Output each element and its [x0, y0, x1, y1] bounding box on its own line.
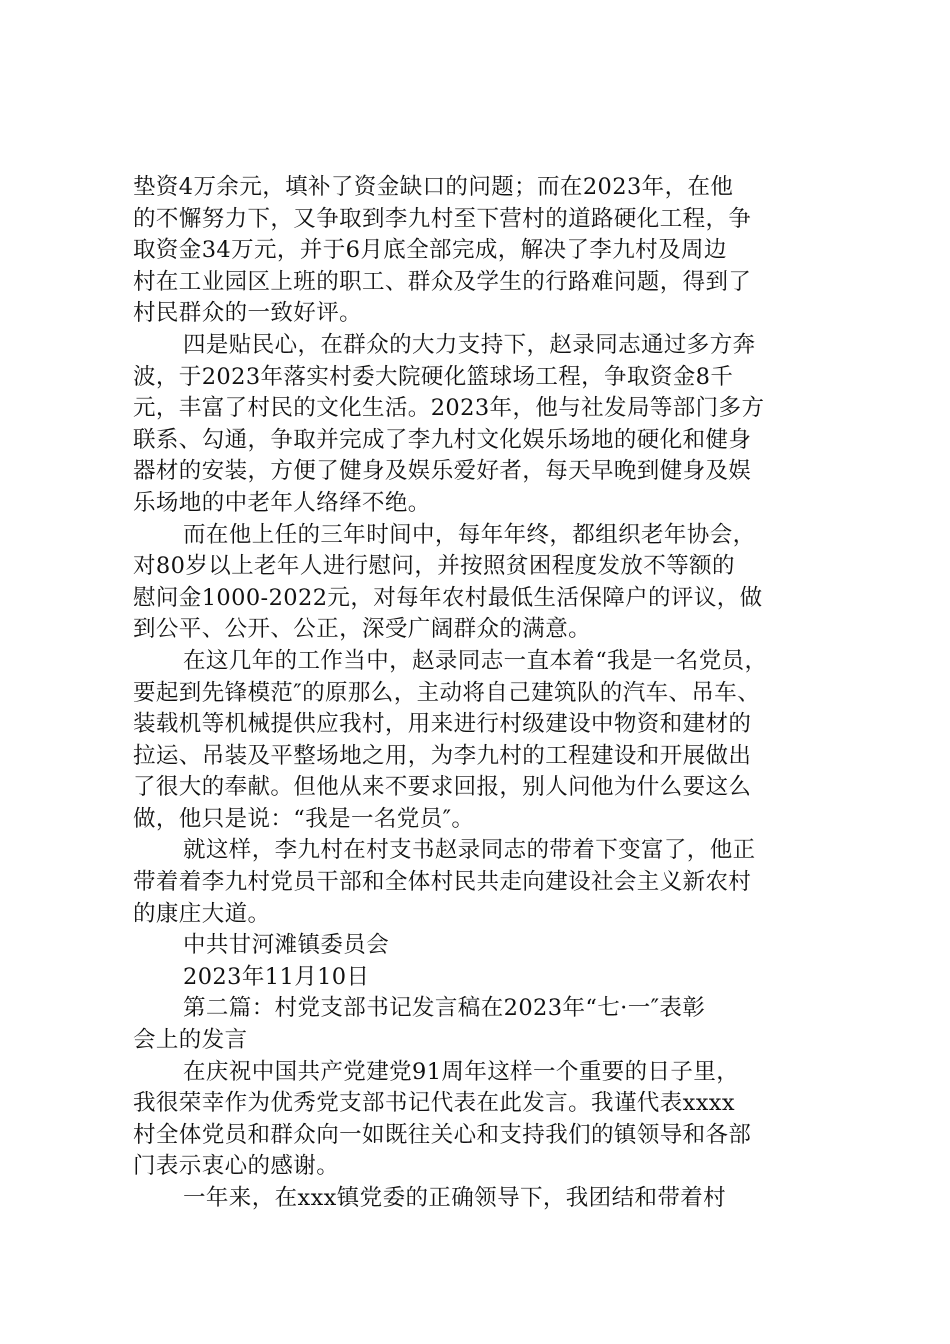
text-line: 一年来，在xxx镇党委的正确领导下，我团结和带着村 — [183, 1185, 727, 1211]
text-line: 器材的安装，方便了健身及娱乐爱好者，每天早晚到健身及娱 — [133, 458, 752, 485]
text-line: 到公平、公开、公正，深受广阔群众的满意。 — [133, 616, 592, 643]
text-line: 在庆祝中国共产党建党91周年这样一个重要的日子里， — [183, 1058, 740, 1085]
text-line: 就这样，李九村在村支书赵录同志的带着下变富了，他正 — [183, 837, 756, 864]
text-line: 在这几年的工作当中，赵录同志一直本着“我是一名党员， — [183, 647, 768, 674]
text-line: 会上的发言 — [133, 1027, 248, 1054]
document-body — [133, 172, 833, 1215]
text-line: 的康庄大道。 — [133, 900, 271, 927]
text-line: 波，于2023年落实村委大院硬化篮球场工程，争取资金8千 — [133, 363, 734, 390]
text-line: 的不懈努力下，又争取到李九村至下营村的道路硬化工程，争 — [133, 205, 752, 232]
text-line: 而在他上任的三年时间中，每年年终，都组织老年协会， — [183, 521, 756, 548]
text-line: 垫资4万余元，填补了资金缺口的问题；而在2023年，在他 — [133, 174, 734, 200]
text-line: 对80岁以上老年人进行慰问，并按照贫困程度发放不等额的 — [133, 553, 735, 580]
text-line: 村在工业园区上班的职工、群众及学生的行路难问题，得到了 — [133, 268, 752, 295]
text-line: 做，他只是说：“我是一名党员″。 — [133, 805, 475, 832]
text-line: 村全体党员和群众向一如既往关心和支持我们的镇领导和各部 — [133, 1121, 752, 1148]
text-line: 门表示衷心的感谢。 — [133, 1153, 340, 1180]
text-line: 联系、勾通，争取并完成了李九村文化娱乐场地的硬化和健身 — [133, 426, 752, 453]
text-line: 第二篇：村党支部书记发言稿在2023年“七·一″表彰 — [183, 995, 706, 1022]
text-line: 要起到先锋模范″的原那么，主动将自己建筑队的汽车、吊车、 — [133, 679, 761, 706]
text-line: 村民群众的一致好评。 — [133, 300, 363, 327]
text-line: 慰问金1000-2022元，对每年农村最低生活保障户的评议，做 — [133, 584, 763, 611]
text-line: 取资金34万元，并于6月底全部完成，解决了李九村及周边 — [133, 237, 727, 264]
text-line: 乐场地的中老年人络绎不绝。 — [133, 489, 431, 516]
text-line: 我很荣幸作为优秀党支部书记代表在此发言。我谨代表xxxx — [133, 1090, 735, 1117]
text-line: 装载机等机械提供应我村，用来进行村级建设中物资和建材的 — [133, 711, 752, 738]
text-line: 了很大的奉献。但他从来不要求回报，别人问他为什么要这么 — [133, 774, 752, 801]
text-line: 四是贴民心，在群众的大力支持下，赵录同志通过多方奔 — [183, 331, 756, 358]
text-line: 拉运、吊装及平整场地之用，为李九村的工程建设和开展做出 — [133, 742, 752, 769]
text-line: 中共甘河滩镇委员会 — [183, 932, 390, 959]
text-line: 2023年11月10日 — [183, 963, 370, 990]
text-line: 带着着李九村党员干部和全体村民共走向建设社会主义新农村 — [133, 869, 752, 896]
text-line: 元，丰富了村民的文化生活。2023年，他与社发局等部门多方 — [133, 395, 765, 422]
